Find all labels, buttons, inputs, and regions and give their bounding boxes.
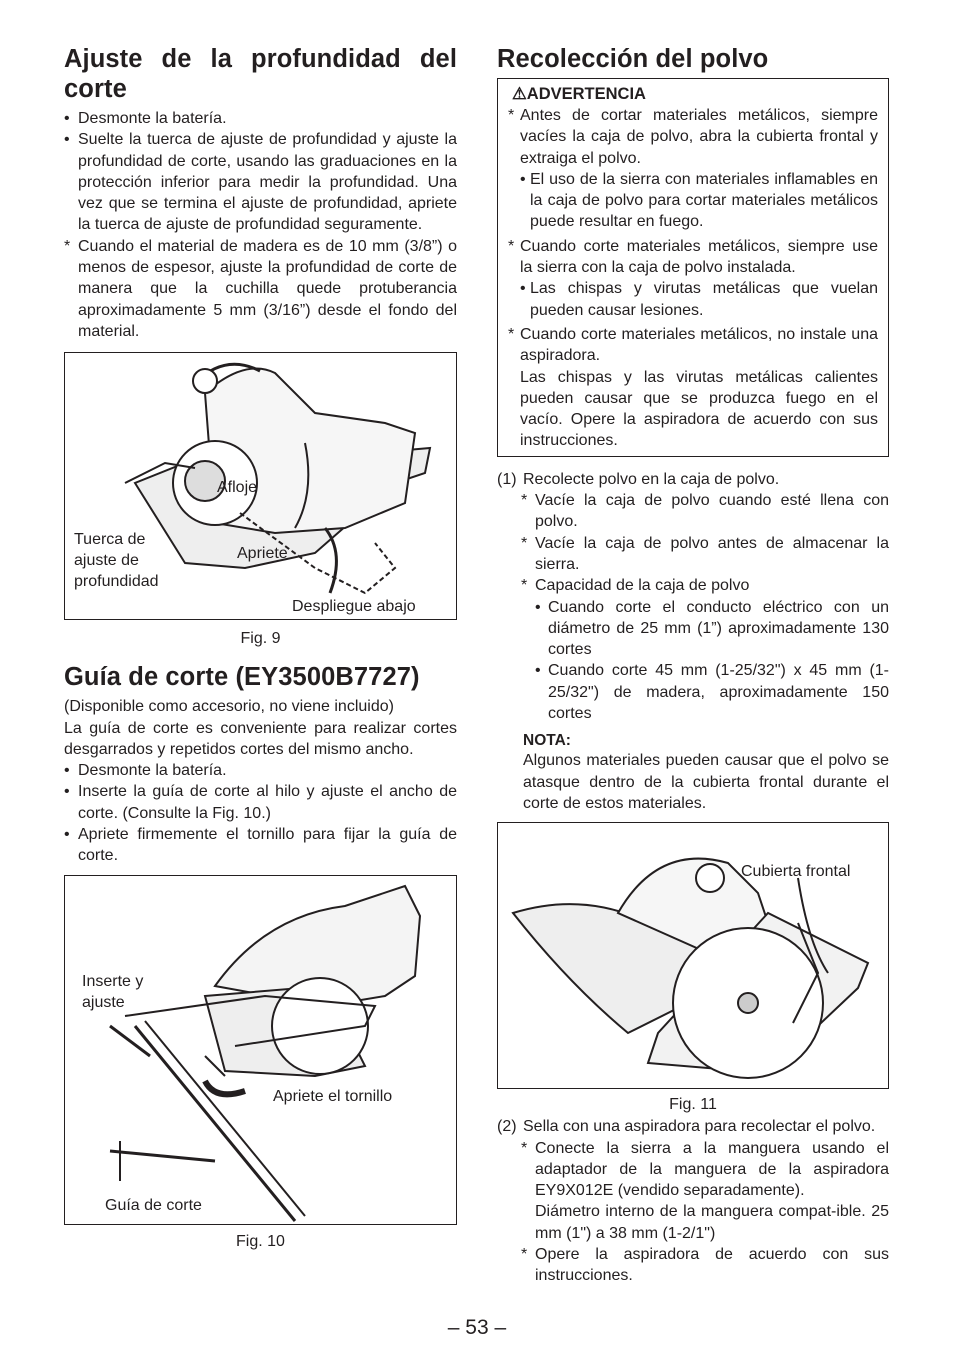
guide-availability: (Disponible como accesorio, no viene incluido) [64,698,394,716]
label-guia: Guía de corte [105,1196,202,1214]
figure-11-caption: Fig. 11 [669,1096,717,1114]
label-inserte: Inserte y ajuste [82,972,144,1011]
item-2-operate: * Opere la aspiradora de acuerdo con sus instrucciones. [497,1244,889,1287]
item-2 [497,1116,889,1286]
left-column [64,44,457,1251]
bullet-loosen-nut: • Suelte la tuerca de ajuste de profundidad y ajuste la profundidad de corte, usando las graduaciones en la protección inferior para medir la profundidad. Una vez que se termina el ajuste de profundidad, apriete la tuerca de ajuste de profundidad seguramente. [64,129,457,235]
bullet-remove-battery: • Desmonte la batería. [64,108,457,129]
item-1-empty-full: * Vacíe la caja de polvo cuando esté llena con polvo. [497,490,889,533]
item-1 [497,469,889,725]
label-apriete: Apriete [237,545,288,563]
item-2-text: (2) Sella con una aspiradora para recolectar el polvo. [497,1118,876,1136]
saw-guide-illustration [65,876,456,1224]
label-afloje: Afloje [217,479,258,497]
bullet-insert-guide: • Inserte la guía de corte al hilo y ajuste el ancho de corte. (Consulte la Fig. 10.) [64,781,457,824]
section-title-guide: Guía de corte (EY3500B7727) [64,663,420,692]
warning-flammable: • El uso de la sierra con materiales inflamables en la caja de polvo para cortar materiales metálicos puede resultar en fuego. [508,169,878,233]
warning-title: ⚠ADVERTENCIA [512,85,646,103]
section-title-depth: Ajuste de la profundidad del corte [64,45,457,103]
label-cubierta: Cubierta frontal [741,863,851,881]
warning-hot-chips: Las chispas y las virutas metálicas calientes pueden causar que se produzca fuego en el vacío. Opere la aspiradora de acuerdo con sus instrucciones. [520,368,878,450]
nota-title: NOTA: [523,732,571,750]
label-apriete-tornillo: Apriete el tornillo [273,1087,393,1105]
figure-10 [64,875,457,1225]
warning-box [497,78,889,457]
warning-box-installed: * Cuando corte materiales metálicos, siempre use la sierra con la caja de polvo instalada. [508,236,878,279]
item-1-capacity: * Capacidad de la caja de polvo [497,575,889,596]
figure-11 [497,822,889,1089]
label-despliegue: Despliegue abajo [292,598,416,616]
note-thin-wood: * Cuando el material de madera es de 10 mm (3/8”) o menos de espesor, ajuste la profundidad de corte de manera que la cuchilla quede protuberancia aproximadamente 5 mm (3/16”) desde el fondo del material. [64,236,457,342]
item-1-wood: • Cuando corte 45 mm (1-25/32") x 45 mm (1-25/32") de madera, aproximadamente 150 cortes [497,660,889,724]
warning-sparks: • Las chispas y virutas metálicas que vuelan pueden causar lesiones. [508,278,878,321]
guide-intro: La guía de corte es conveniente para realizar cortes desgarrados y repetidos cortes del mismo ancho. [64,719,457,758]
item-2-diameter: Diámetro interno de la manguera compat-ible. 25 mm (1") a 38 mm (1-2/1") [535,1203,889,1242]
item-2-connect: * Conecte la sierra a la manguera usando el adaptador de la manguera de la aspiradora EY9X012E (vendido separadamente). [497,1138,889,1202]
warning-no-vacuum: * Cuando corte materiales metálicos, no instale una aspiradora. [508,324,878,367]
figure-9-caption: Fig. 9 [240,630,281,648]
item-1-empty-store: * Vacíe la caja de polvo antes de almacenar la sierra. [497,533,889,576]
item-1-text: (1) Recolecte polvo en la caja de polvo. [497,470,780,488]
right-column [497,44,889,1287]
section-title-dust: Recolección del polvo [497,45,769,73]
bullet-guide-remove-battery: • Desmonte la batería. [64,760,457,781]
figure-9 [64,352,457,620]
page-number: – 53 – [447,1316,507,1339]
label-tuerca: Tuerca de ajuste de profundidad [74,531,159,591]
item-1-conduit: • Cuando corte el conducto eléctrico con un diámetro de 25 mm (1”) aproximadamente 130 cortes [497,597,889,661]
bullet-tighten-screw: • Apriete firmemente el tornillo para fijar la guía de corte. [64,824,457,867]
figure-10-caption: Fig. 10 [236,1232,285,1250]
nota-text: Algunos materiales pueden causar que el polvo se atasque dentro de la cubierta frontal durante el corte de estos materiales. [523,752,889,812]
warning-empty-box: * Antes de cortar materiales metálicos, siempre vacíes la caja de polvo, abra la cubierta frontal y extraiga el polvo. [508,105,878,169]
warning-icon: ⚠ [512,85,527,103]
